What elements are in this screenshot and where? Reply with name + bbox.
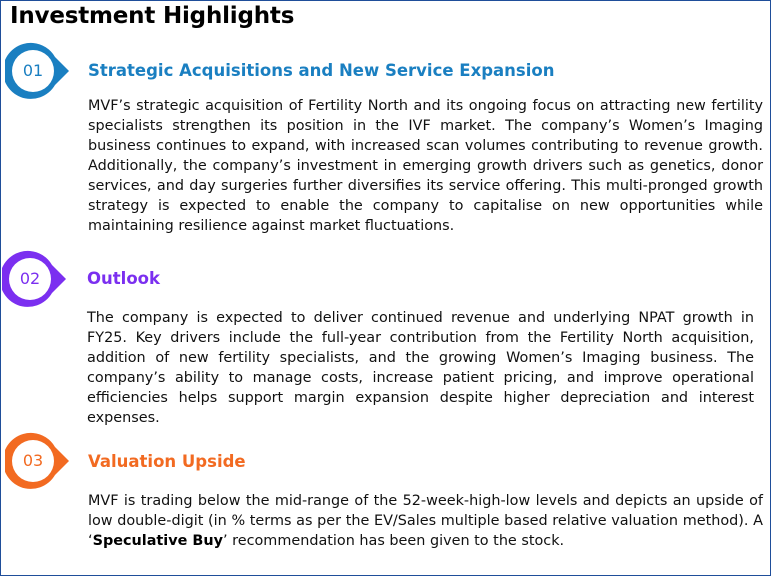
section-03-body-text: MVF is trading below the mid-range of the 52-week-high-low levels and depicts an upside of low double-digit (in % terms as per the EV/Sales multiple based relative valuation method). A ‘	[88, 493, 763, 549]
section-02-number: 02	[19, 269, 41, 288]
section-02-heading: Outlook	[87, 269, 160, 288]
section-01-heading: Strategic Acquisitions and New Service Expansion	[88, 61, 555, 80]
recommendation-label: Speculative Buy	[92, 533, 223, 549]
section-03-body-tail: ’ recommendation has been given to the stock.	[222, 533, 565, 549]
section-03-body	[88, 491, 763, 551]
section-02-body: The company is expected to deliver continued revenue and underlying NPAT growth in FY25. Key drivers include the full-year contribution from the Fertility North acquisition, addition of new fertility specialists, and the growing Women’s Imaging business. The company’s ability to manage costs, increase patient pricing, and improve operational efficiencies helps support margin expansion despite higher depreciation and interest expenses.	[87, 310, 754, 426]
page-title: Investment Highlights	[10, 3, 295, 29]
section-03-number: 03	[22, 451, 44, 470]
section-01-number: 01	[22, 61, 44, 80]
section-02-badge	[2, 249, 72, 309]
section-03-heading: Valuation Upside	[88, 452, 246, 471]
section-01-badge	[5, 41, 75, 101]
section-01-body: MVF’s strategic acquisition of Fertility North and its ongoing focus on attracting new fertility specialists strengthen its position in the IVF market. The company’s Women’s Imaging business continues to expand, with increased scan volumes contributing to revenue growth. Additionally, the company’s investment in emerging growth drivers such as genetics, donor services, and day surgeries further diversifies its service offering. This multi-pronged growth strategy is expected to enable the company to capitalise on new opportunities while maintaining resilience against market fluctuations.	[88, 98, 763, 234]
section-03-badge	[5, 431, 75, 491]
